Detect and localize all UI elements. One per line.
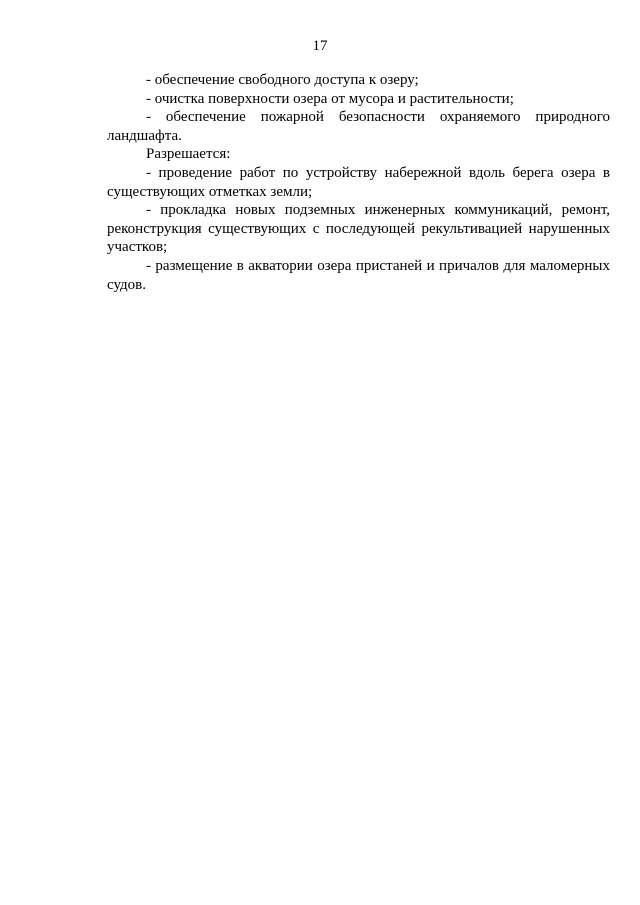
paragraph-free-access: - обеспечение свободного доступа к озеру; xyxy=(146,72,419,88)
paragraph-lake-cleaning: - очистка поверхности озера от мусора и растительности; xyxy=(146,90,514,107)
paragraph-piers-placement: - размещение в акватории озера пристаней и причалов для маломерных судов. xyxy=(107,257,610,293)
paragraph-fire-safety: - обеспечение пожарной безопасности охраняемого природного ландшафта. xyxy=(107,109,610,144)
document-body xyxy=(107,71,610,294)
paragraph-embankment-works: - проведение работ по устройству набережной вдоль берега озера в существующих отметках земли; xyxy=(107,164,610,200)
paragraph-underground-utilities: - прокладка новых подземных инженерных коммуникаций, ремонт, реконструкция существующих с последующей рекультивацией нарушенных участков; xyxy=(107,202,610,256)
page-number: 17 xyxy=(312,38,328,54)
paragraph-permitted-heading: Разрешается: xyxy=(146,146,231,163)
